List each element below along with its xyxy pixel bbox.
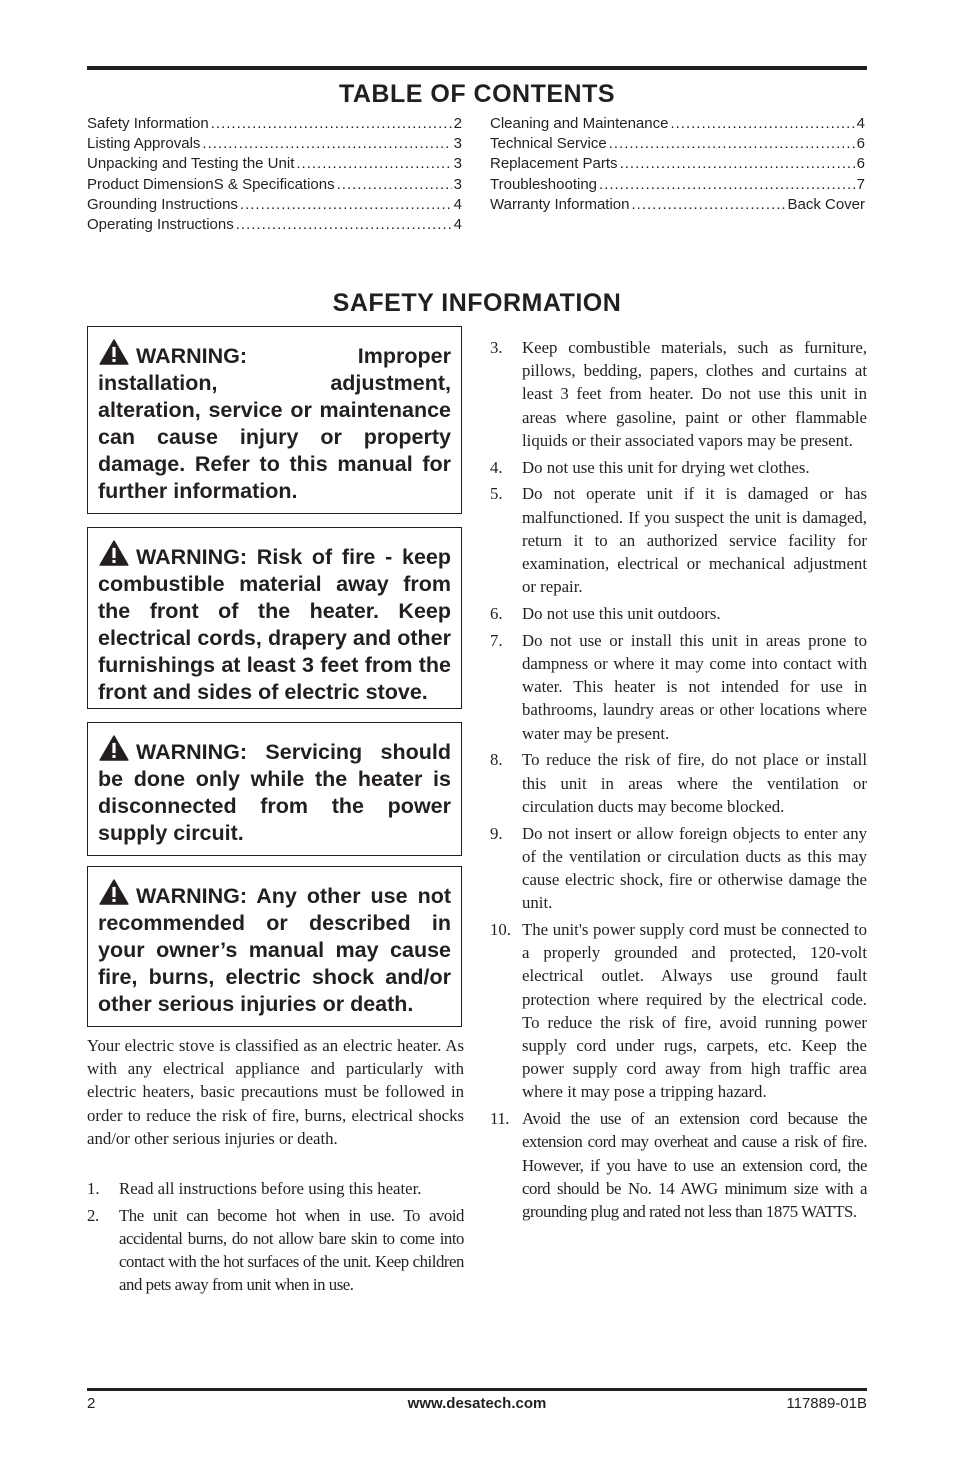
list-item: 5. Do not operate unit if it is damaged or has malfunctioned. If you suspect the unit is damaged, return it to an authorized service facility for examination, electrical or mechanical adjustment or repair. [490, 484, 867, 597]
toc-entry[interactable]: Warranty Information ..... Back Cover [490, 196, 865, 216]
warning-text: WARNING: Improper installation, adjustment, alteration, service or maintenance can cause injury or property damage. Refer to this manual for further information. [98, 344, 451, 503]
toc-right-column [490, 115, 865, 216]
warning-triangle-icon [98, 735, 130, 761]
toc-left-column [87, 115, 462, 236]
bottom-rule [87, 1388, 867, 1391]
warning-box [87, 326, 462, 514]
list-item: 2. The unit can become hot when in use. To avoid accidental burns, do not allow bare skin to come into contact with the hot surfaces of the unit. Keep children and pets away from unit when in use. [87, 1205, 464, 1295]
intro-paragraph: Your electric stove is classified as an electric heater. As with any electrical appliance and particularly with electric heaters, basic precautions must be followed in order to reduce the risk of fire, burns, electrical shocks and/or other serious injuries or death. [87, 1036, 464, 1148]
list-item: 4. Do not use this unit for drying wet clothes. [490, 457, 810, 477]
list-item: 11. Avoid the use of an extension cord because the extension cord may overheat and cause a risk of fire. However, if you have to use an extension cord, the cord should be No. 14 AWG minimum size with a grounding plug and rated not less than 1875 WATTS. [490, 1109, 867, 1222]
toc-entry[interactable]: Product DimensionS & Specifications ..... 3 [87, 176, 462, 196]
warning-box [87, 866, 462, 1027]
list-item: 9. Do not insert or allow foreign objects to enter any of the ventilation or circulation ducts as this may cause electric shock, fire or otherwise damage the unit. [490, 823, 867, 913]
toc-title: TABLE OF CONTENTS [338, 80, 616, 108]
list-item: 1. Read all instructions before using this heater. [87, 1179, 422, 1198]
safety-list-left [87, 1177, 464, 1300]
safety-list-right [490, 336, 867, 1227]
warning-triangle-icon [98, 879, 130, 905]
list-item: 7. Do not use or install this unit in areas prone to dampness or where it may come into contact with water. This heater is not intended for use in bathrooms, laundry areas or other locations where water may be present. [490, 630, 867, 743]
list-item: 8. To reduce the risk of fire, do not place or install this unit in areas where the ventilation or circulation ducts may become blocked. [490, 750, 867, 816]
toc-entry[interactable]: Grounding Instructions ..... 4 [87, 196, 462, 216]
warning-text: WARNING: Risk of fire - keep combustible material away from the front of the heater. Keep electrical cords, drapery and other furnishings at least 3 feet from the front and sides of electric stove. [98, 545, 451, 704]
list-item: 6. Do not use this unit outdoors. [490, 604, 721, 624]
list-item: 10. The unit's power supply cord must be connected to a properly grounded and protected, 120-volt electrical outlet. Always use ground fault protection where required by the electrical code. To reduce the risk of fire, avoid running power supply cord under rugs, carpets, etc. Keep the power supply cord away from high traffic area where it may pose a tripping hazard. [490, 920, 867, 1102]
toc-entry[interactable]: Cleaning and Maintenance ..... 4 [490, 115, 865, 135]
warning-box [87, 722, 462, 856]
toc-entry[interactable]: Replacement Parts ..... 6 [490, 155, 865, 175]
warning-text: WARNING: Servicing should be done only while the heater is disconnected from the power supply circuit. [98, 740, 451, 845]
toc-entry[interactable]: Technical Service ..... 6 [490, 135, 865, 155]
toc-entry[interactable]: Operating Instructions ..... 4 [87, 216, 462, 236]
warning-triangle-icon [98, 540, 130, 566]
page-number: 2 [87, 1395, 96, 1412]
safety-section-title: SAFETY INFORMATION [332, 289, 622, 317]
document-code: 117889-01B [786, 1395, 867, 1412]
toc-entry[interactable]: Safety Information ..... 2 [87, 115, 462, 135]
warning-triangle-icon [98, 339, 130, 365]
warning-text: WARNING: Any other use not recommended or described in your owner’s manual may cause fire, burns, electric shock and/or other serious injuries or death. [98, 884, 451, 1016]
top-rule [87, 66, 867, 70]
list-item: 3. Keep combustible materials, such as furniture, pillows, bedding, papers, clothes and curtains at least 3 feet from heater. Do not use this unit in areas where gasoline, paint or other flammable liquids or their associated vapors may be present. [490, 338, 867, 450]
website-link[interactable]: www.desatech.com [407, 1395, 547, 1412]
toc-entry[interactable]: Unpacking and Testing the Unit ..... 3 [87, 155, 462, 175]
toc-entry[interactable]: Listing Approvals ..... 3 [87, 135, 462, 155]
warning-box [87, 527, 462, 709]
toc-entry[interactable]: Troubleshooting ..... 7 [490, 176, 865, 196]
